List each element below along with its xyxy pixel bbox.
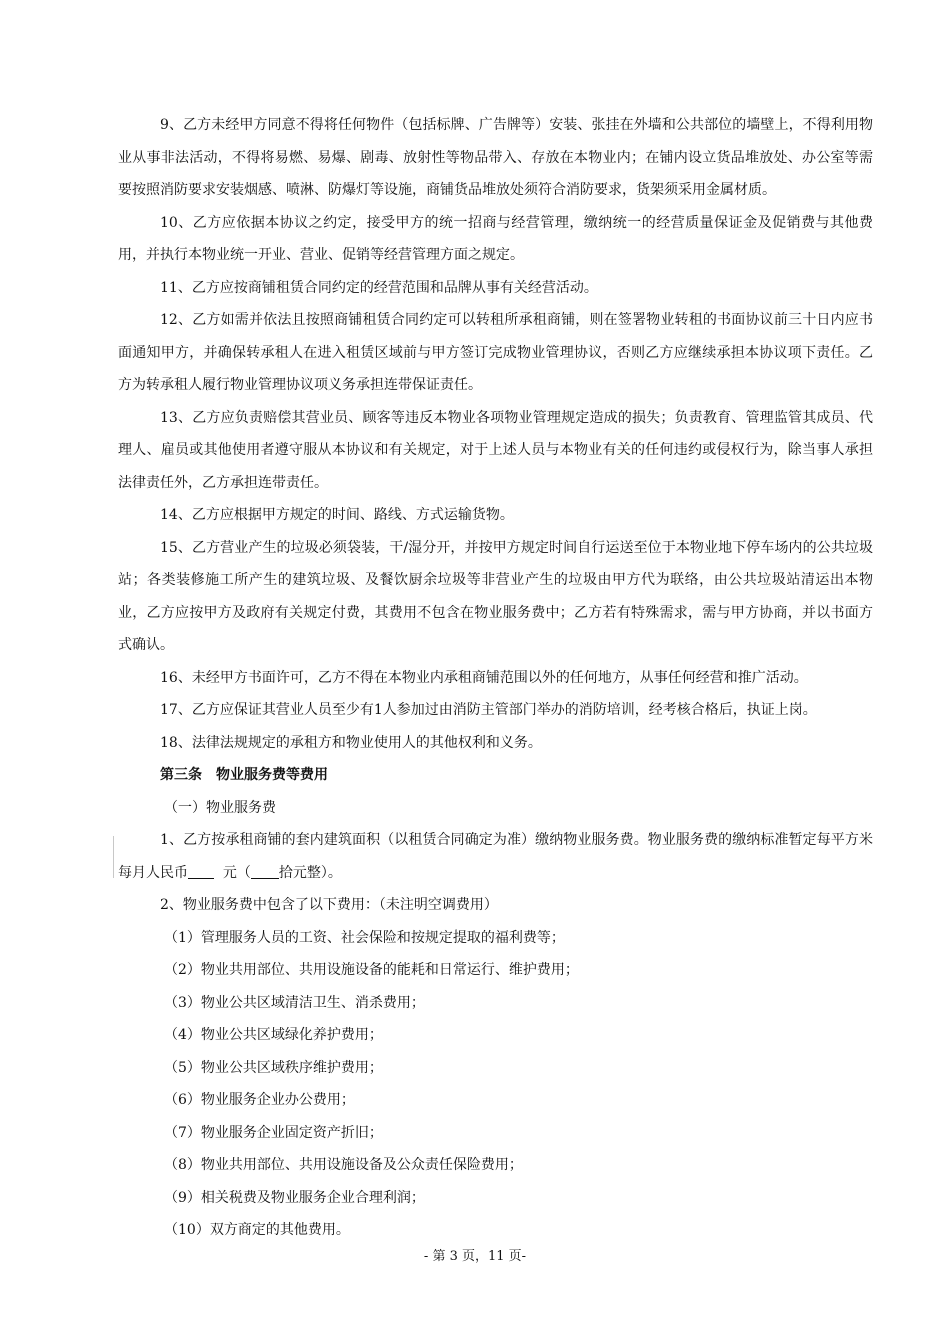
fee-standard-paragraph (118, 824, 873, 889)
article-3-heading: 第三条 物业服务费等费用 (160, 767, 328, 783)
clause-11: 11、乙方应按商铺租赁合同约定的经营范围和品牌从事有关经营活动。 (160, 279, 598, 296)
document-body (118, 109, 873, 1247)
fee-words-blank (251, 862, 279, 879)
fee-item-4: （4）物业公共区域绿化养护费用； (164, 1027, 383, 1043)
clause-16: 16、未经甲方书面许可，乙方不得在本物业内承租商铺范围以外的任何地方，从事任何经营和推广活动。 (160, 669, 808, 686)
clause-17: 17、乙方应保证其营业人员至少有1人参加过由消防主管部门举办的消防培训，经考核合格后，执证上岗。 (160, 702, 817, 718)
fee-item-8: （8）物业共用部位、共用设施设备及公众责任保险费用； (164, 1157, 523, 1173)
fee-item-5: （5）物业公共区域秩序维护费用； (164, 1059, 383, 1076)
clause-12: 12、乙方如需并依法且按照商铺租赁合同约定可以转租所承租商铺，则在签署物业转租的书面协议前三十日内应书面通知甲方，并确保转承租人在进入租赁区域前与甲方签订完成物业管理协议，否则乙方应继续承担本协议项下责任。乙方为转承租人履行物业管理协议项义务承担连带保证责任。 (118, 312, 873, 393)
fee-text-part3: 拾元整）。 (278, 864, 342, 881)
clause-9: 9、乙方未经甲方同意不得将任何物件（包括标牌、广告牌等）安装、张挂在外墙和公共部位的墙壁上，不得利用物业从事非法活动，不得将易燃、易爆、剧毒、放射性等物品带入、存放在本物业内；在铺内设立货品堆放处、办公室等需要按照消防要求安装烟感、喷淋、防爆灯等设施，商铺货品堆放处须符合消防要求，货架须采用金属材质。 (118, 117, 873, 198)
fee-item-6: （6）物业服务企业办公费用； (164, 1092, 355, 1108)
fee-item-2: （2）物业共用部位、共用设施设备的能耗和日常运行、维护费用； (164, 962, 579, 978)
clause-13: 13、乙方应负责赔偿其营业员、顾客等违反本物业各项物业管理规定造成的损失；负责教育、管理监管其成员、代理人、雇员或其他使用者遵守服从本协议和有关规定，对于上述人员与本物业有关的任何违约或侵权行为，除当事人承担法律责任外，乙方承担连带责任。 (118, 409, 873, 491)
fee-item-1: （1）管理服务人员的工资、社会保险和按规定提取的福利费等； (164, 929, 565, 946)
page-number-footer: - 第 3 页，11 页- (423, 1249, 527, 1264)
clause-18: 18、法律法规规定的承租方和物业使用人的其他权利和义务。 (160, 734, 542, 751)
clause-10: 10、乙方应依据本协议之约定，接受甲方的统一招商与经营管理，缴纳统一的经营质量保证金及促销费与其他费用，并执行本物业统一开业、营业、促销等经营管理方面之规定。 (118, 214, 873, 263)
fee-item-3: （3）物业公共区域清洁卫生、消杀费用； (164, 994, 425, 1011)
fee-item-7: （7）物业服务企业固定资产折旧； (164, 1124, 383, 1141)
clause-15: 15、乙方营业产生的垃圾必须袋装，干/湿分开，并按甲方规定时间自行运送至位于本物业地下停车场内的公共垃圾站；各类装修施工所产生的建筑垃圾、及餐饮厨余垃圾等非营业产生的垃圾由甲方代为联络，由公共垃圾站清运出本物业，乙方应按甲方及政府有关规定付费，其费用不包含在物业服务费中；乙方若有特殊需求，需与甲方协商，并以书面方式确认。 (118, 539, 873, 653)
fee-text-part2: 元（ (222, 864, 251, 881)
fee-item-10: （10）双方商定的其他费用。 (164, 1222, 350, 1238)
section-1-heading: （一）物业服务费 (164, 799, 276, 816)
clause-14: 14、乙方应根据甲方规定的时间、路线、方式运输货物。 (160, 507, 514, 523)
fee-includes-intro: 2、物业服务费中包含了以下费用：（未注明空调费用） (160, 897, 498, 913)
fee-amount-blank (188, 862, 214, 879)
margin-change-bar (113, 836, 114, 878)
fee-item-9: （9）相关税费及物业服务企业合理利润； (164, 1189, 425, 1206)
fee-text-part1: 1、乙方按承租商铺的套内建筑面积（以租赁合同确定为准）缴纳物业服务费。物业服务费的缴纳标准暂定每平方米每月人民币 (118, 832, 873, 881)
